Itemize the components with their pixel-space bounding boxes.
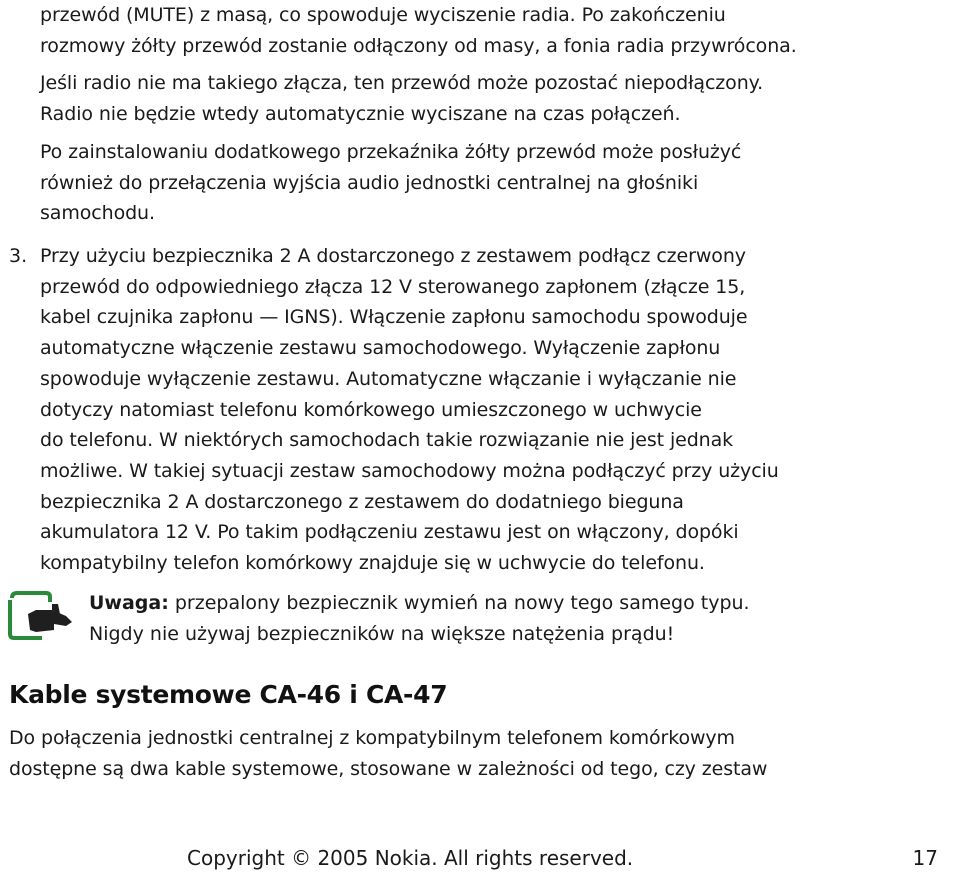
note-warning [89,588,939,649]
paragraph-mute-wire: przewód (MUTE) z masą, co spowoduje wyciszenie radia. Po zakończeniu rozmowy żółty przewód zostanie odłączony od masy, a fonia radia przywrócona. [40,4,797,57]
section-heading: Kable systemowe CA-46 i CA-47 [9,680,448,709]
paragraph-section-intro: Do połączenia jednostki centralnej z kompatybilnym telefonem komórkowym dostępne są dwa kable systemowe, stosowane w zależności od tego, czy zestaw [9,727,768,780]
paragraph-relay: Po zainstalowaniu dodatkowego przekaźnika żółty przewód może posłużyć również do przełączenia wyjścia audio jednostki centralnej na głośniki samochodu. [40,141,742,225]
footer-copyright: Copyright © 2005 Nokia. All rights reserved. [187,846,634,870]
note-text: przepalony bezpiecznik wymień na nowy tego samego typu. Nigdy nie używaj bezpieczników na większe natężenia prądu! [89,592,750,645]
note-hand-icon [6,590,74,642]
paragraph-no-connector: Jeśli radio nie ma takiego złącza, ten przewód może pozostać niepodłączony. Radio nie będzie wtedy automatycznie wyciszane na czas połączeń. [40,72,764,125]
page-number: 17 [912,846,938,870]
list-item-number: 3. [9,245,28,267]
note-label: Uwaga: [89,592,169,614]
list-item-text: Przy użyciu bezpiecznika 2 A dostarczonego z zestawem podłącz czerwony przewód do odpowiedniego złącza 12 V sterowanego zapłonem (złącze 15, kabel czujnika zapłonu — IGNS). Włączenie zapłonu samochodu spowoduje automatyczne włączenie zestawu samochodowego. Wyłączenie zapłonu spowoduje wyłączenie zestawu. Automatyczne włączanie i wyłączanie nie dotyczy natomiast telefonu komórkowego umieszczonego w uchwycie do telefonu. W niektórych samochodach takie rozwiązanie nie jest jednak możliwe. W takiej sytuacji zestaw samochodowy można podłączyć przy użyciu bezpiecznika 2 A dostarczonego z zestawem do dodatniego bieguna akumulatora 12 V. Po takim podłączeniu zestawu jest on włączony, dopóki kompatybilny telefon komórkowy znajduje się w uchwycie do telefonu. [40,245,779,575]
